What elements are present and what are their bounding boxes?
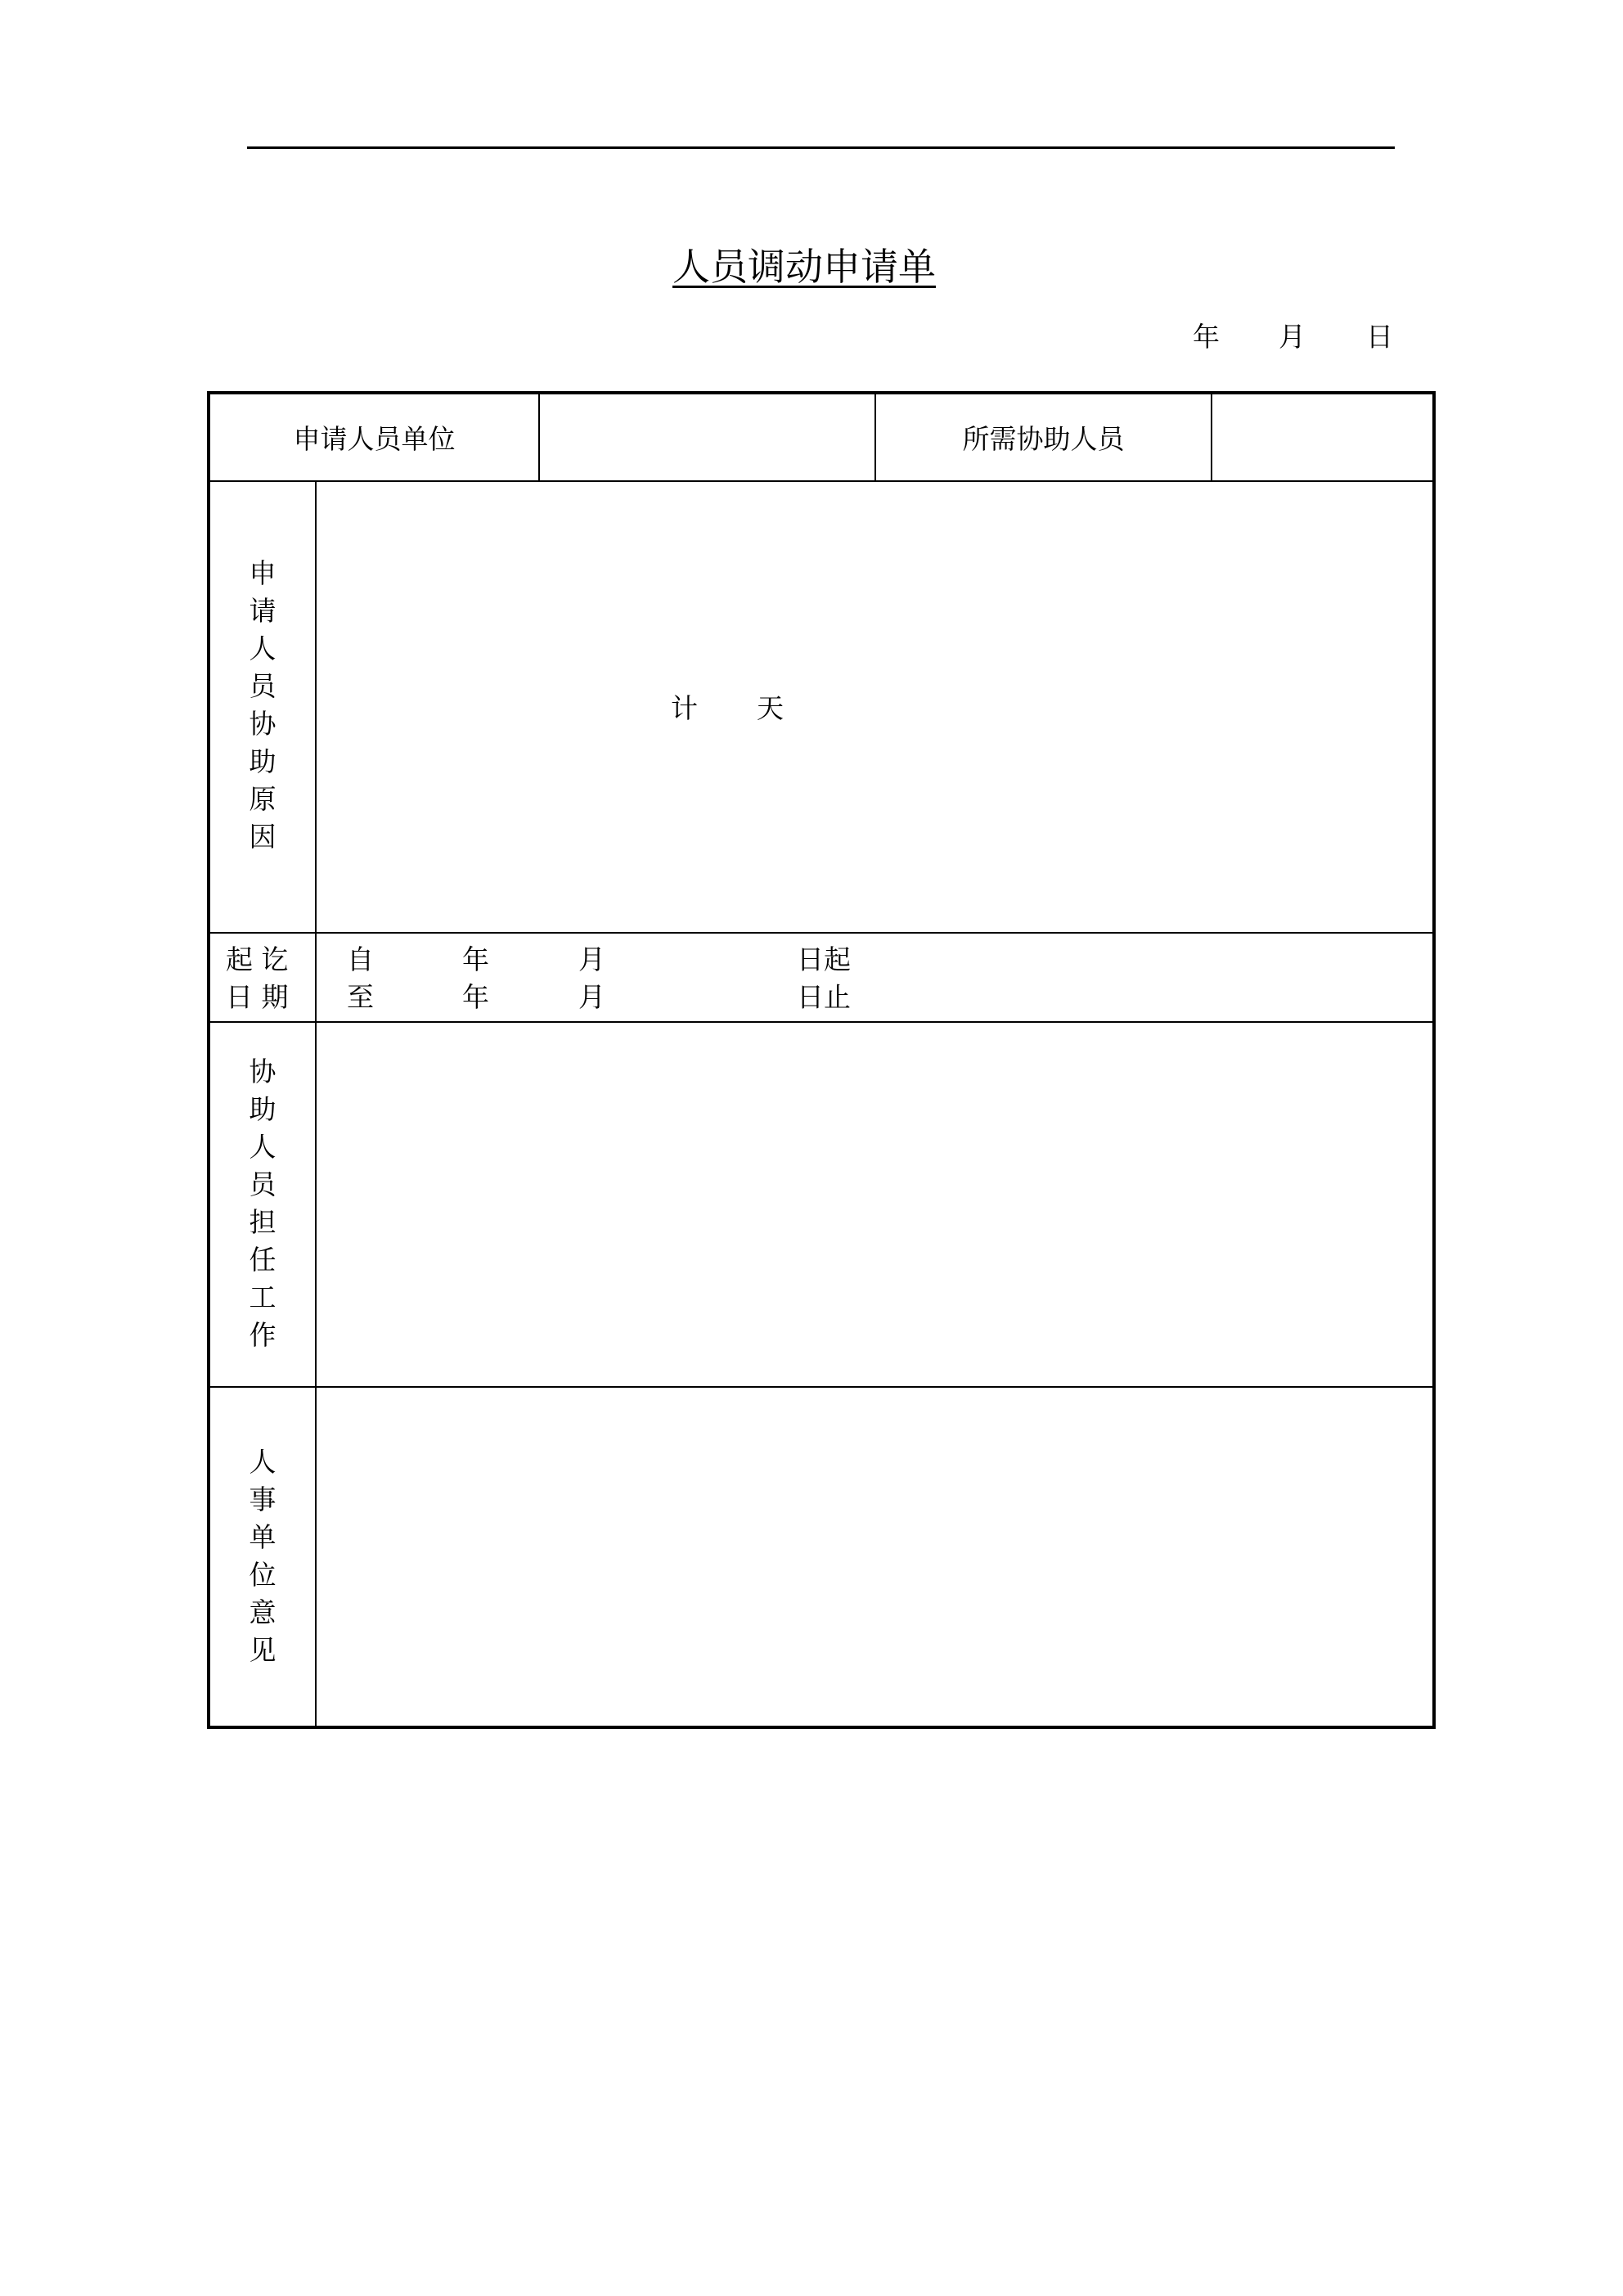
date-day-label: 日 xyxy=(1366,321,1393,353)
reason-total-prefix: 计 xyxy=(671,692,698,724)
period-to-prefix: 至 xyxy=(347,981,374,1013)
header-rule xyxy=(247,146,1395,149)
table-border-bottom xyxy=(207,1726,1436,1729)
needed-staff-label: 所需协助人员 xyxy=(962,423,1125,455)
period-from-year: 年 xyxy=(462,943,489,975)
applicant-unit-field[interactable] xyxy=(540,394,874,480)
table-border-left xyxy=(207,391,210,1729)
reason-total-suffix: 天 xyxy=(757,692,784,724)
period-label-line1: 起 讫 xyxy=(226,943,289,975)
period-to-month: 月 xyxy=(578,981,605,1013)
reason-field[interactable] xyxy=(317,482,1432,932)
applicant-unit-label: 申请人员单位 xyxy=(293,423,456,455)
duties-label: 协助人员担任工作 xyxy=(249,1056,276,1351)
page-title: 人员调动申请单 xyxy=(672,245,936,289)
hr-opinion-label: 人事单位意见 xyxy=(249,1446,276,1666)
needed-staff-field[interactable] xyxy=(1212,394,1432,480)
period-to-day: 日止 xyxy=(797,981,851,1013)
reason-label: 申请人员协助原因 xyxy=(249,557,276,853)
period-label-line2: 日 期 xyxy=(226,981,289,1013)
period-from-prefix: 自 xyxy=(347,943,374,975)
date-month-label: 月 xyxy=(1279,321,1306,353)
period-to-year: 年 xyxy=(462,981,489,1013)
table-border-right xyxy=(1432,391,1436,1729)
period-from-day: 日起 xyxy=(797,943,851,975)
hr-opinion-field[interactable] xyxy=(317,1388,1432,1726)
period-from-month: 月 xyxy=(578,943,605,975)
duties-field[interactable] xyxy=(317,1023,1432,1386)
date-year-label: 年 xyxy=(1193,321,1220,353)
row-divider-2 xyxy=(207,932,1436,934)
